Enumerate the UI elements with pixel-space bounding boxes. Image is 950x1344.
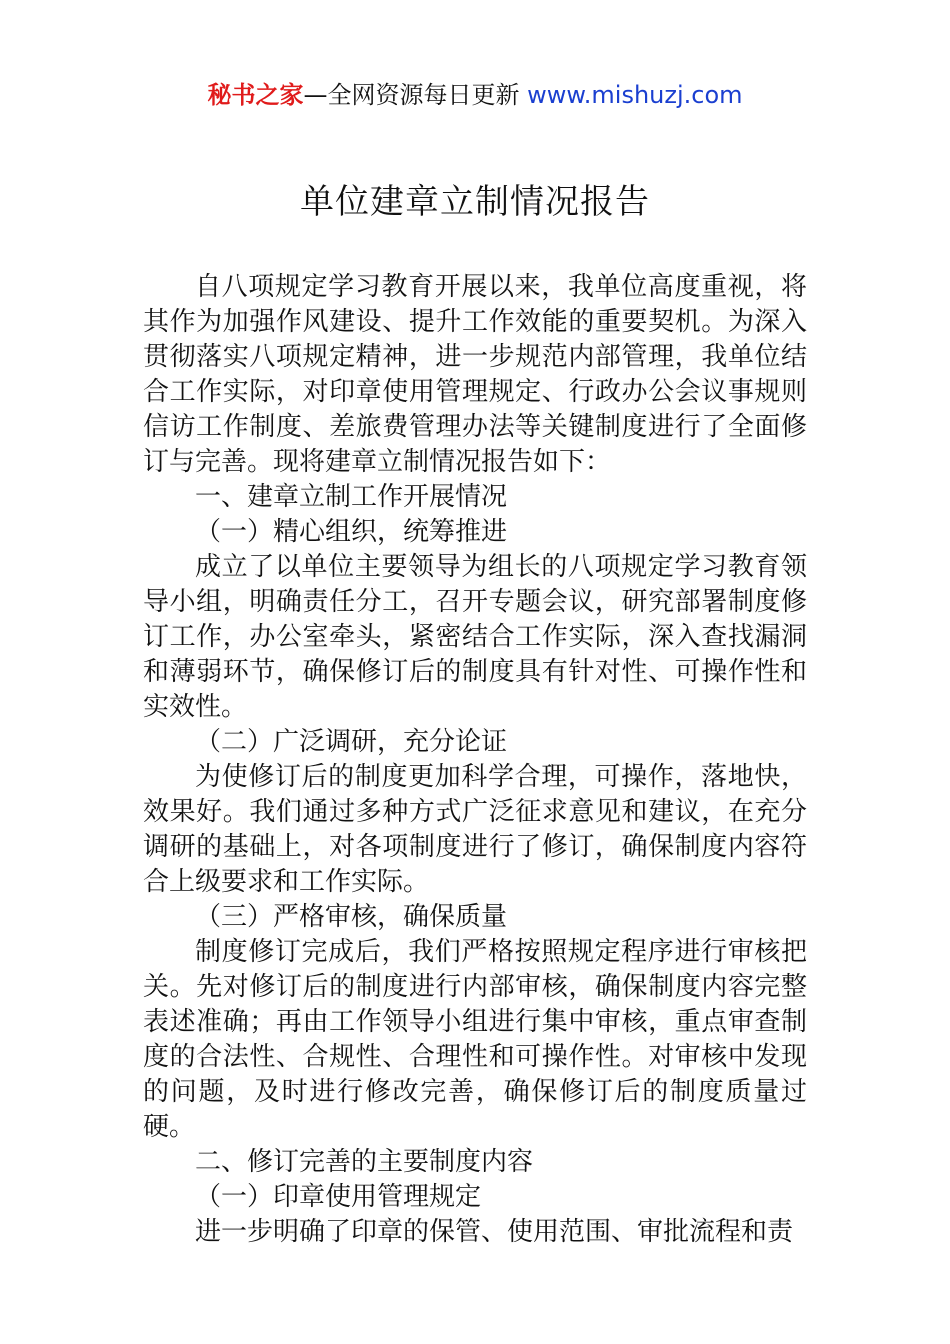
subsection-heading-1-3: （三）严格审核，确保质量 [195, 902, 508, 932]
site-header [0, 78, 950, 112]
document-body [143, 270, 807, 1250]
section-heading-1: 一、建章立制工作开展情况 [195, 482, 508, 512]
subsection-heading-2-1: （一）印章使用管理规定 [195, 1182, 482, 1212]
section-heading-2: 二、修订完善的主要制度内容 [195, 1147, 534, 1177]
intro-paragraph: 自八项规定学习教育开展以来，我单位高度重视，将其作为加强作风建设、提升工作效能的重要契机。为深入贯彻落实八项规定精神，进一步规范内部管理，我单位结合工作实际，对印章使用管理规定、行政办公会议事规则信访工作制度、差旅费管理办法等关键制度进行了全面修订与完善。现将建章立制情况报告如下： [143, 272, 807, 477]
body-paragraph: 为使修订后的制度更加科学合理，可操作，落地快，效果好。我们通过多种方式广泛征求意见和建议，在充分调研的基础上，对各项制度进行了修订，确保制度内容符合上级要求和工作实际。 [143, 762, 807, 897]
body-paragraph: 制度修订完成后，我们严格按照规定程序进行审核把关。先对修订后的制度进行内部审核，确保制度内容完整表述准确；再由工作领导小组进行集中审核，重点审查制度的合法性、合规性、合理性和可操作性。对审核中发现的问题，及时进行修改完善，确保修订后的制度质量过硬。 [143, 937, 807, 1142]
subsection-heading-1-1: （一）精心组织，统筹推进 [195, 517, 508, 547]
header-tagline: —全网资源每日更新 [303, 81, 520, 109]
site-url[interactable]: www.mishuzj.com [527, 81, 743, 109]
body-paragraph: 成立了以单位主要领导为组长的八项规定学习教育领导小组，明确责任分工，召开专题会议，研究部署制度修订工作，办公室牵头，紧密结合工作实际，深入查找漏洞和薄弱环节，确保修订后的制度具有针对性、可操作性和实效性。 [143, 552, 807, 722]
body-paragraph: 进一步明确了印章的保管、使用范围、审批流程和责 [195, 1217, 794, 1247]
subsection-heading-1-2: （二）广泛调研，充分论证 [195, 727, 508, 757]
brand-name: 秘书之家 [207, 81, 304, 109]
document-title: 单位建章立制情况报告 [300, 182, 650, 222]
